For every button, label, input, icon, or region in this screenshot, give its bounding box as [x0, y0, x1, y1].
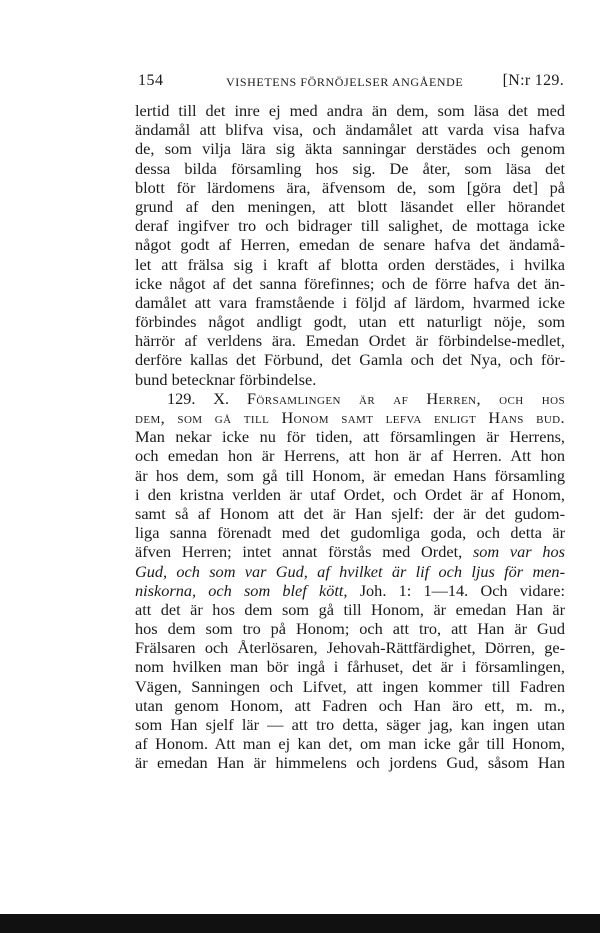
scripture-quote: Gud, och som var Gud, af hvilket är lif och ljus för men- — [135, 561, 565, 581]
scripture-quote: som var hos — [472, 542, 565, 562]
text-line: i den kristna verlden är utaf Ordet, och Ordet är af Honom, — [135, 484, 565, 504]
text-line — [135, 542, 565, 561]
text-line: Vägen, Sanningen och Lifvet, att ingen kommer till Fadren — [135, 676, 565, 696]
body-text — [135, 101, 565, 773]
page-number: 154 — [138, 72, 164, 89]
scan-edge — [0, 914, 600, 933]
text-line: och emedan hon är Herrens, att hon är af Herren. Att hon — [135, 446, 565, 466]
text-line: af Honom. Att man ej kan det, om man icke går till Honom, — [135, 734, 565, 754]
text-line: grund af den meningen, att blott läsandet eller hörandet — [135, 196, 565, 216]
text-line: förbindes något andligt godt, utan ett naturligt nöje, som — [135, 312, 565, 332]
text-line: är hos dem, som gå till Honom, är emedan Hans församling — [135, 465, 565, 485]
text-line: att det är hos dem som gå till Honom, är emedan Han är — [135, 599, 565, 619]
text-line: är emedan Han är himmelens och jordens Gud, såsom Han — [135, 753, 565, 773]
text-line: dessa bilda församling hos sig. De åter, som läsa det — [135, 158, 565, 178]
text-line: utan genom Honom, att Fadren och Han äro ett, m. m., — [135, 695, 565, 715]
running-title: VISHETENS FÖRNÖJELSER ANGÅENDE — [226, 75, 464, 89]
section-heading-line: dem, som gå till Honom samt lefva enligt Hans bud. — [135, 408, 565, 427]
text-line: något godt af Herren, emedan de senare hafva det ändamå- — [135, 235, 565, 255]
text-line: Man nekar icke nu för tiden, att församlingen är Herrens, — [135, 427, 565, 447]
text-line — [135, 581, 565, 600]
text-line: deraf ingifver tro och bidrager till salighet, de mottaga icke — [135, 216, 565, 236]
page-header — [138, 72, 564, 94]
text-line: let att frälsa sig i kraft af blotta orden derstädes, i hvilka — [135, 254, 565, 274]
text-line: liga sanna förenadt med det gudomliga goda, och detta är — [135, 523, 565, 543]
section-heading: Församlingen är af Herren, och hos — [246, 388, 565, 408]
text-line: samt så af Honom att det är Han sjelf: der är det gudom- — [135, 503, 565, 523]
text-line: lertid till det inre ej med andra än dem, som läsa det med — [135, 101, 565, 120]
text-line: de, som vilja lära sig äkta sanningar derstädes och genom — [135, 139, 565, 159]
text-fragment: Och vidare: — [480, 580, 565, 600]
scripture-quote: niskorna, och som blef kött, — [135, 580, 348, 600]
citation: Joh. 1: 1—14. — [359, 580, 469, 600]
text-line: ändamål att blifva visa, och ändamålet att varda visa hafva — [135, 120, 565, 140]
text-line: nom hvilken man bör ingå i fårhuset, det är i församlingen, — [135, 657, 565, 677]
text-line: som Han sjelf lär — att tro detta, säger jag, kan ingen utan — [135, 715, 565, 734]
text-line: hos dem som tro på Honom; och att tro, att Han är Gud — [135, 619, 565, 639]
text-line: blott för lärdomens ära, äfvensom de, som [göra det] på — [135, 177, 565, 197]
section-reference: [N:r 129. — [502, 72, 564, 89]
text-line: bund betecknar förbindelse. — [135, 369, 317, 389]
text-line: derföre kallas det Förbund, det Gamla och det Nya, och för- — [135, 350, 565, 370]
text-fragment: äfven Herren; intet annat förstås med Ordet, — [135, 542, 463, 562]
text-line — [135, 562, 565, 581]
text-line: härrör af verldens ära. Emedan Ordet är förbindelse-medlet, — [135, 331, 565, 351]
text-line: Frälsaren och Återlösaren, Jehovah-Rättfärdighet, Dörren, ge- — [135, 638, 565, 658]
section-heading-line — [135, 389, 565, 408]
section-number: 129. X. — [167, 388, 230, 408]
text-line: damålet att vara framstående i följd af lärdom, hvarmed icke — [135, 292, 565, 312]
text-line: icke något af det sanna förefinnes; och de förre hafva det än- — [135, 273, 565, 293]
